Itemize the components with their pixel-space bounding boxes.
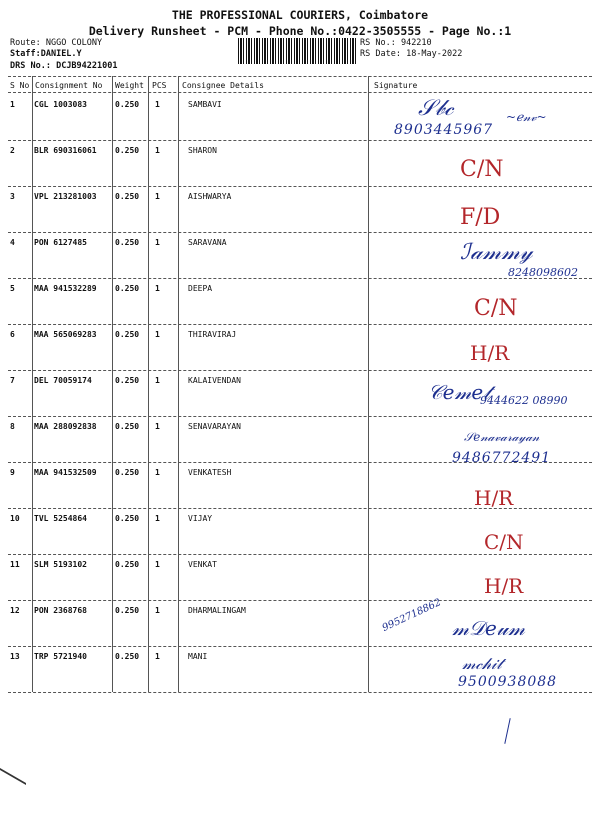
row-consignment-no: MAA 288092838 (34, 422, 97, 431)
signature-5-mark: C/N (474, 296, 518, 321)
row-weight: 0.250 (115, 100, 140, 109)
signature-2-mark: C/N (460, 157, 504, 182)
route-value: NGGO COLONY (45, 38, 103, 48)
row-weight: 0.250 (115, 376, 140, 385)
col-weight: Weight (115, 81, 144, 90)
row-consignee: DHARMALINGAM (188, 606, 246, 615)
route-line (10, 38, 102, 48)
row-weight: 0.250 (115, 468, 140, 477)
row-pcs: 1 (155, 514, 160, 523)
row-sno: 12 (10, 606, 20, 615)
row-weight: 0.250 (115, 606, 140, 615)
staff-line (10, 49, 82, 59)
rs-date-value: 18-May-2022 (406, 49, 463, 59)
row-consignee: VENKATESH (188, 468, 232, 477)
row-sno: 13 (10, 652, 20, 661)
header-divider-bottom (8, 92, 592, 93)
staff-label: Staff: (10, 49, 41, 59)
signature-10-mark: C/N (484, 530, 524, 554)
signature-11-mark: H/R (484, 574, 524, 598)
drs-line (10, 61, 118, 71)
stray-pen-mark (504, 718, 510, 744)
drs-label: DRS No.: (10, 61, 51, 71)
row-consignment-no: TRP 5721940 (34, 652, 87, 661)
row-sno: 6 (10, 330, 15, 339)
signature-4-number: 8248098602 (508, 266, 578, 279)
rs-date-line (360, 49, 462, 59)
rs-no-line (360, 38, 432, 48)
col-consignment: Consignment No (35, 81, 103, 90)
row-divider (8, 186, 592, 187)
col-consignee: Consignee Details (182, 81, 264, 90)
barcode-image (238, 38, 356, 64)
rs-no-label: RS No.: (360, 38, 396, 48)
signature-8-number: 9486772491 (452, 450, 552, 466)
staff-value: DANIEL.Y (40, 49, 82, 59)
row-weight: 0.250 (115, 284, 140, 293)
table-row (8, 142, 592, 188)
row-sno: 8 (10, 422, 15, 431)
row-pcs: 1 (155, 330, 160, 339)
table-row (8, 188, 592, 234)
row-weight: 0.250 (115, 192, 140, 201)
row-pcs: 1 (155, 560, 160, 569)
row-pcs: 1 (155, 284, 160, 293)
row-divider (8, 324, 592, 325)
row-consignment-no: PON 2368768 (34, 606, 87, 615)
signature-3-mark: F/D (460, 205, 501, 230)
signature-7-number: 9444622 08990 (480, 394, 568, 407)
row-sno: 10 (10, 514, 20, 523)
signature-12-number: 9952718862 (380, 597, 443, 634)
row-consignment-no: MAA 941532289 (34, 284, 97, 293)
row-pcs: 1 (155, 100, 160, 109)
row-consignment-no: MAA 565069283 (34, 330, 97, 339)
row-consignee: SAMBAVI (188, 100, 222, 109)
row-consignee: MANI (188, 652, 208, 661)
row-consignee: THIRAVIRAJ (188, 330, 237, 339)
row-sno: 5 (10, 284, 15, 293)
row-divider (8, 554, 592, 555)
row-pcs: 1 (155, 606, 160, 615)
header-divider-top (8, 76, 592, 77)
row-consignment-no: PON 6127485 (34, 238, 87, 247)
row-consignee: SHARON (188, 146, 217, 155)
row-sno: 1 (10, 100, 15, 109)
row-pcs: 1 (155, 192, 160, 201)
signature-6-mark: H/R (470, 341, 510, 365)
signature-13-number: 9500938088 (458, 674, 558, 690)
row-pcs: 1 (155, 422, 160, 431)
row-sno: 4 (10, 238, 15, 247)
row-consignee: KALAIVENDAN (188, 376, 241, 385)
row-divider (8, 278, 592, 279)
row-weight: 0.250 (115, 146, 140, 155)
row-pcs: 1 (155, 652, 160, 661)
row-consignee: VIJAY (188, 514, 213, 523)
row-consignment-no: VPL 213281003 (34, 192, 97, 201)
row-divider (8, 140, 592, 141)
row-divider (8, 646, 592, 647)
table-row (8, 96, 592, 142)
col-sno: S No (10, 81, 30, 90)
signature-scribble-12: 𝓂𝒟𝑒𝓊𝓂 (452, 616, 526, 640)
page-fold-corner (0, 768, 26, 815)
row-consignment-no: MAA 941532509 (34, 468, 97, 477)
row-consignment-no: DEL 70059174 (34, 376, 92, 385)
row-weight: 0.250 (115, 330, 140, 339)
signature-scribble-8: 𝒮𝑒𝓃𝒶𝓋𝒶𝓇𝒶𝓎𝒶𝓃 (464, 430, 540, 444)
signature-scribble-4: ℐ𝒶𝓂𝓂𝓎 (460, 240, 533, 265)
row-sno: 2 (10, 146, 15, 155)
row-pcs: 1 (155, 468, 160, 477)
col-signature: Signature (374, 81, 418, 90)
company-name: THE PROFESSIONAL COURIERS, Coimbatore (171, 8, 429, 22)
route-label: Route: (10, 38, 41, 48)
signature-9-mark: H/R (474, 486, 514, 510)
rs-no-value: 942210 (400, 38, 432, 48)
row-consignee: AISHWARYA (188, 192, 232, 201)
row-weight: 0.250 (115, 422, 140, 431)
signature-scribble-1: 𝒮𝒷𝒸 (418, 96, 454, 121)
row-weight: 0.250 (115, 652, 140, 661)
signature-1-script: ~ℯ𝓃𝓋~ (506, 110, 547, 124)
signature-1-number: 8903445967 (394, 122, 494, 138)
row-divider (8, 600, 592, 601)
row-consignee: SENAVARAYAN (188, 422, 241, 431)
row-sno: 9 (10, 468, 15, 477)
row-divider (8, 416, 592, 417)
signature-scribble-13: 𝓂𝒸𝒽𝒾𝓉 (462, 654, 502, 673)
row-sno: 11 (10, 560, 20, 569)
rs-date-label: RS Date: (360, 49, 401, 59)
drs-value: DCJB94221001 (56, 61, 118, 71)
row-consignee: VENKAT (188, 560, 217, 569)
row-pcs: 1 (155, 376, 160, 385)
row-divider (8, 370, 592, 371)
col-pcs: PCS (152, 81, 167, 90)
row-sno: 7 (10, 376, 15, 385)
row-pcs: 1 (155, 238, 160, 247)
row-consignee: DEEPA (188, 284, 213, 293)
row-consignee: SARAVANA (188, 238, 227, 247)
row-consignment-no: CGL 1003083 (34, 100, 87, 109)
row-weight: 0.250 (115, 238, 140, 247)
row-pcs: 1 (155, 146, 160, 155)
signature-scribble-7: 𝒞𝑒𝓂𝑒𝓉 (428, 380, 491, 404)
row-consignment-no: BLR 690316061 (34, 146, 97, 155)
row-divider (8, 692, 592, 693)
runsheet-title: Delivery Runsheet - PCM - Phone No.:0422-3505555 - Page No.:1 (88, 24, 512, 38)
row-weight: 0.250 (115, 514, 140, 523)
row-weight: 0.250 (115, 560, 140, 569)
row-consignment-no: TVL 5254864 (34, 514, 87, 523)
column-headers (8, 78, 592, 92)
row-sno: 3 (10, 192, 15, 201)
row-divider (8, 232, 592, 233)
row-consignment-no: SLM 5193102 (34, 560, 87, 569)
